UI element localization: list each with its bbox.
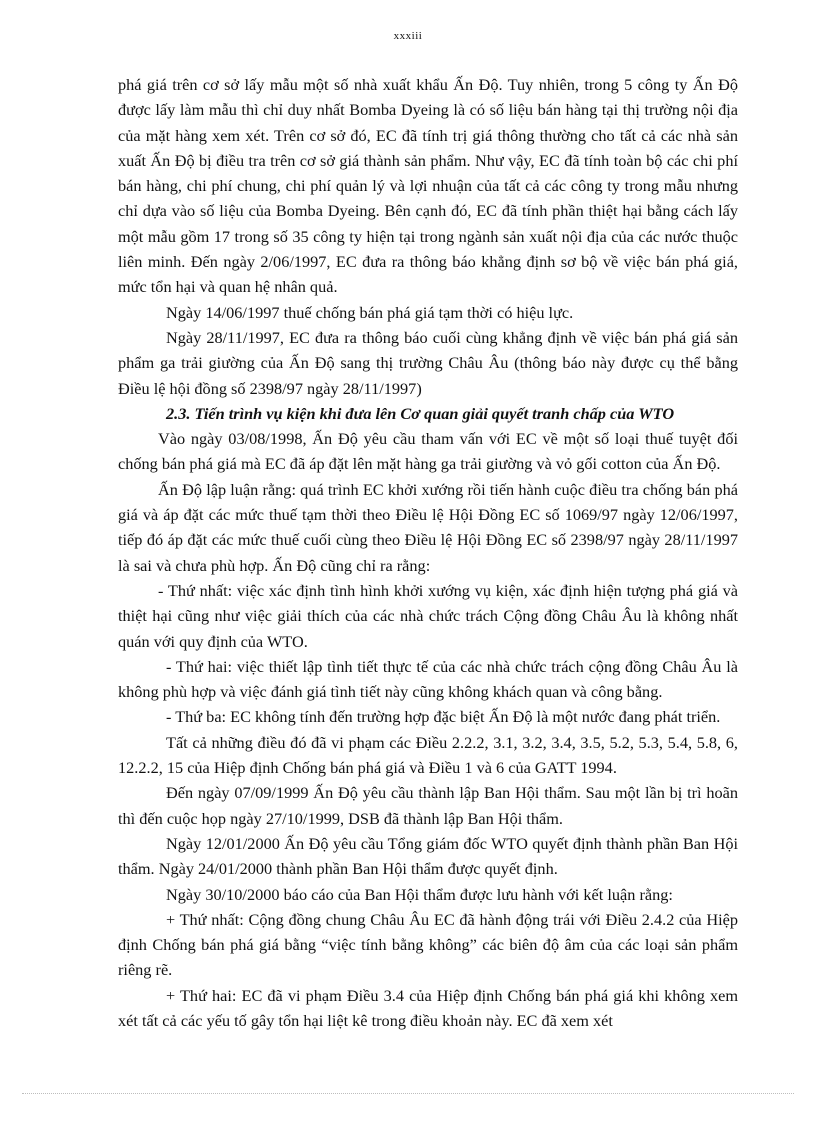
paragraph: Ngày 14/06/1997 thuế chống bán phá giá tạm thời có hiệu lực. [166, 302, 574, 322]
paragraph: Ngày 30/10/2000 báo cáo của Ban Hội thẩm được lưu hành với kết luận rằng: [166, 884, 673, 904]
paragraph: Tất cả những điều đó đã vi phạm các Điều 2.2.2, 3.1, 3.2, 3.4, 3.5, 5.2, 5.3, 5.4, 5.8, 6, 12.2.2, 15 của Hiệp định Chống bán phá giá và Điều 1 và 6 của GATT 1994. [118, 732, 738, 778]
list-item: + Thứ nhất: Cộng đồng chung Châu Âu EC đã hành động trái với Điều 2.4.2 của Hiệp định Chống bán phá giá bằng “việc tính bằng không” các biên độ âm của các loại sản phẩm riêng rẽ. [118, 909, 738, 980]
paragraph: Ngày 12/01/2000 Ấn Độ yêu cầu Tổng giám đốc WTO quyết định thành phần Ban Hội thẩm. Ngày 24/01/2000 thành phần Ban Hội thẩm được quyết định. [118, 833, 738, 879]
list-item: + Thứ hai: EC đã vi phạm Điều 3.4 của Hiệp định Chống bán phá giá khi không xem xét tất cả các yếu tố gây tổn hại liệt kê trong điều khoản này. EC đã xem xét [118, 985, 738, 1030]
list-item: - Thứ hai: việc thiết lập tình tiết thực tế của các nhà chức trách cộng đồng Châu Âu là không phù hợp và việc đánh giá tình tiết này cũng không khách quan và công bằng. [118, 656, 738, 702]
list-item: - Thứ ba: EC không tính đến trường hợp đặc biệt Ấn Độ là một nước đang phát triển. [166, 707, 721, 727]
paragraph: Ngày 28/11/1997, EC đưa ra thông báo cuối cùng khẳng định về việc bán phá giá sản phẩm ga trải giường của Ấn Độ sang thị trường Châu Âu (thông báo này được cụ thể bằng Điều lệ hội đồng số 2398/97 ngày 28/11/1997) [118, 327, 738, 398]
paragraph: Đến ngày 07/09/1999 Ấn Độ yêu cầu thành lập Ban Hội thẩm. Sau một lần bị trì hoãn thì đến cuộc họp ngày 27/10/1999, DSB đã thành lập Ban Hội thẩm. [118, 783, 738, 828]
paragraph: Vào ngày 03/08/1998, Ấn Độ yêu cầu tham vấn với EC về một số loại thuế tuyệt đối chống bán phá giá mà EC đã áp đặt lên mặt hàng ga trải giường và vỏ gối cotton của Ấn Độ. [118, 429, 738, 474]
page-number: xxxiii [393, 30, 423, 42]
page-bottom-divider [22, 1093, 794, 1094]
paragraph: Ấn Độ lập luận rằng: quá trình EC khởi xướng rồi tiến hành cuộc điều tra chống bán phá giá và áp đặt các mức thuế tạm thời theo Điều lệ Hội Đồng EC số 1069/97 ngày 12/06/1997, tiếp đó áp đặt các mức thuế cuối cùng theo Điều lệ Hội Đồng EC số 2398/97 ngày 28/11/1997 là sai và chưa phù hợp. Ấn Độ cũng chỉ ra rằng: [118, 479, 738, 575]
document-body [118, 72, 738, 1033]
section-heading: 2.3. Tiến trình vụ kiện khi đưa lên Cơ quan giải quyết tranh chấp của WTO [166, 403, 675, 423]
list-item: - Thứ nhất: việc xác định tình hình khởi xướng vụ kiện, xác định hiện tượng phá giá và thiệt hại cũng như việc giải thích của các nhà chức trách Cộng đồng Châu Âu là không nhất quán với quy định của WTO. [118, 580, 738, 651]
paragraph: phá giá trên cơ sở lấy mẫu một số nhà xuất khẩu Ấn Độ. Tuy nhiên, trong 5 công ty Ấn Độ được lấy làm mẫu thì chỉ duy nhất Bomba Dyeing là có số liệu bán hàng tại thị trường nội địa của mặt hàng xem xét. Trên cơ sở đó, EC đã tính trị giá thông thường cho tất cả các nhà sản xuất Ấn Độ bị điều tra trên cơ sở giá thành sản phẩm. Như vậy, EC đã tính toàn bộ các chi phí bán hàng, chi phí chung, chi phí quản lý và lợi nhuận của tất cả các công ty trong mẫu nhưng chỉ dựa vào số liệu của Bomba Dyeing. Bên cạnh đó, EC đã tính phần thiệt hại bằng cách lấy một mẫu gồm 17 trong số 35 công ty hiện tại trong ngành sản xuất nội địa của các nước thuộc liên minh. Đến ngày 2/06/1997, EC đưa ra thông báo khẳng định sơ bộ về việc bán phá giá, mức tổn hại và quan hệ nhân quả. [118, 75, 738, 297]
